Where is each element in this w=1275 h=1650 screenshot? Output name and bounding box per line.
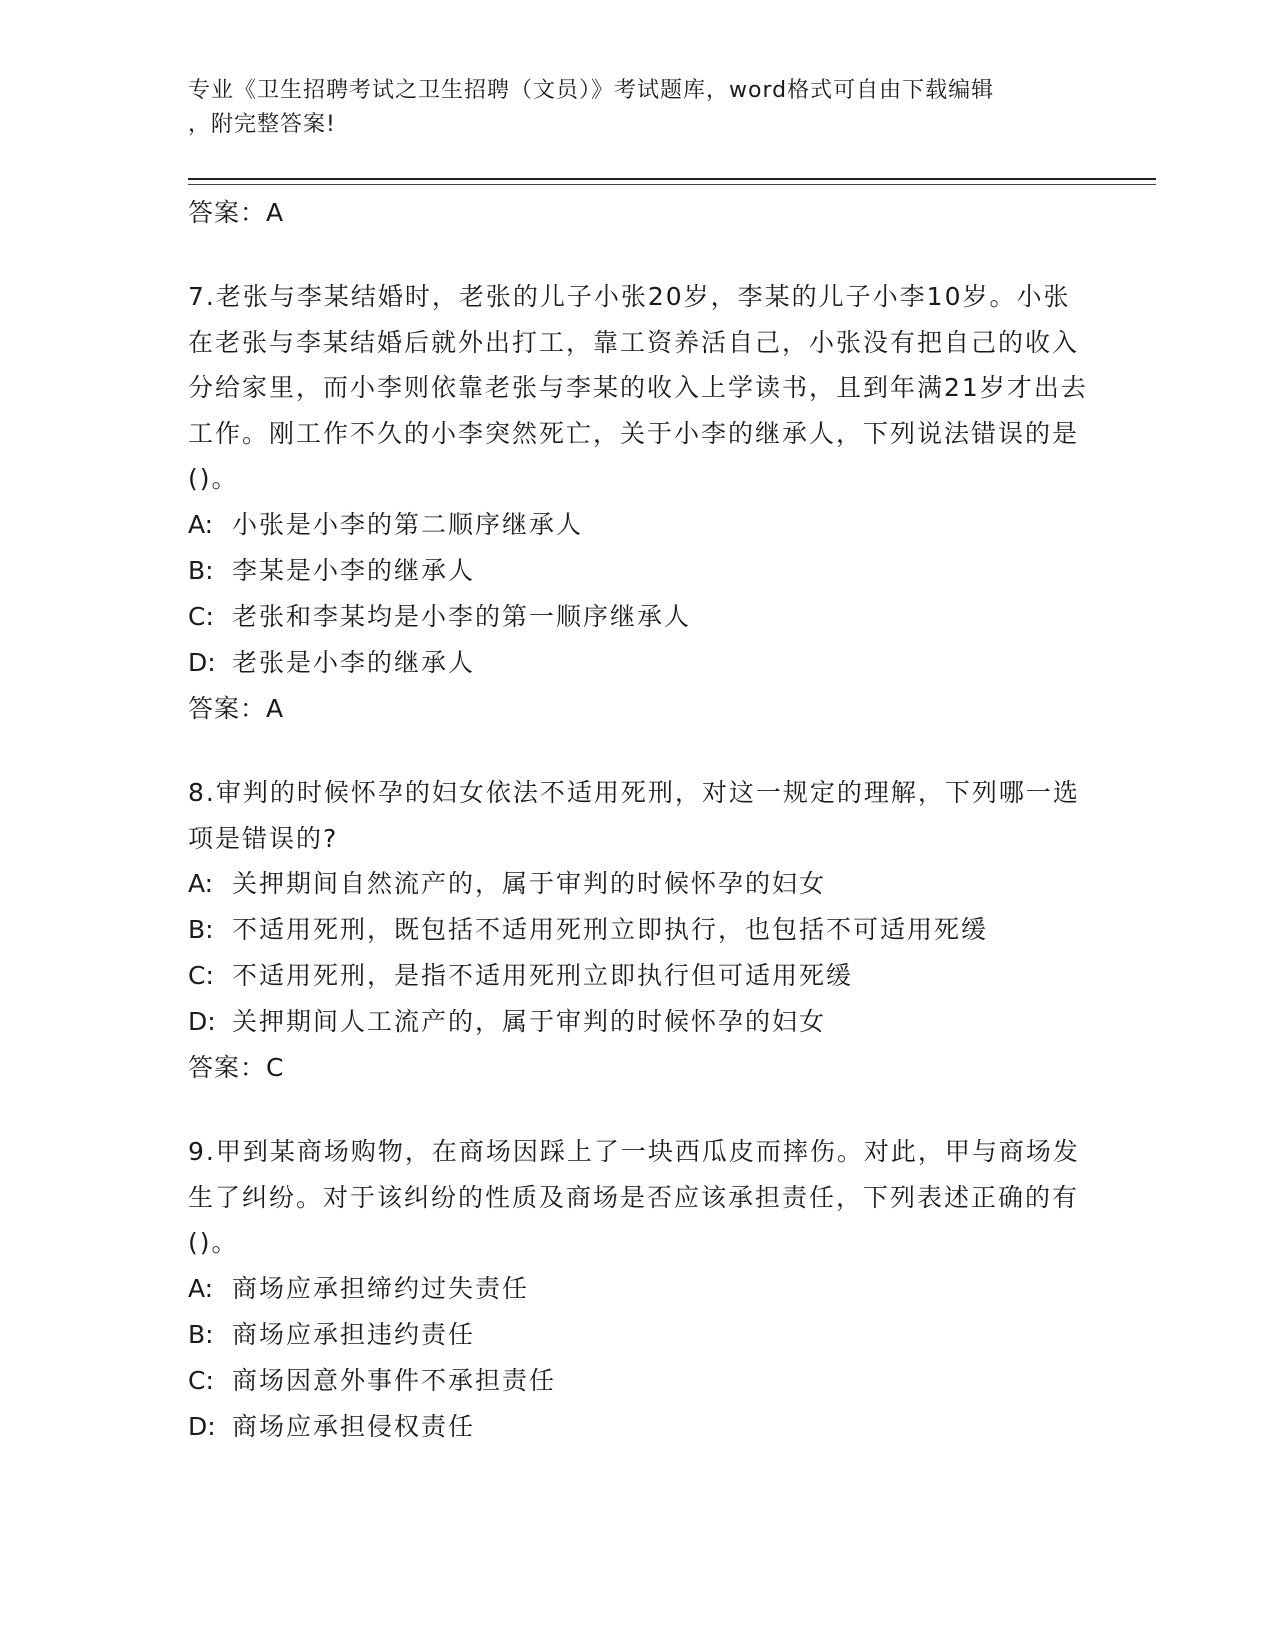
- answer-line: 答案：C: [188, 1053, 285, 1083]
- option-letter: D:: [188, 1411, 216, 1441]
- option-letter: C:: [188, 601, 214, 631]
- option-text: 关押期间人工流产的，属于审判的时候怀孕的妇女: [232, 1007, 827, 1037]
- header-divider-thick: [188, 178, 1156, 180]
- option-letter: D:: [188, 647, 216, 677]
- document-body: [188, 190, 1088, 1450]
- answer-line: 答案：A: [188, 198, 285, 227]
- option-text: 商场应承担缔约过失责任: [232, 1273, 530, 1303]
- header-line-2: ，附完整答案!: [188, 112, 336, 137]
- option-a: [188, 1266, 1088, 1312]
- option-text: 不适用死刑，是指不适用死刑立即执行但可适用死缓: [232, 961, 854, 991]
- option-c: [188, 1358, 1088, 1404]
- option-text: 不适用死刑，既包括不适用死刑立即执行，也包括不可适用死缓: [232, 915, 989, 945]
- option-text: 小张是小李的第二顺序继承人: [232, 509, 584, 539]
- option-letter: A:: [188, 1273, 214, 1303]
- question-stem: 9.甲到某商场购物，在商场因踩上了一块西瓜皮而摔伤。对此，甲与商场发生了纠纷。对于该纠纷的性质及商场是否应该承担责任，下列表述正确的有()。: [188, 1137, 1080, 1258]
- option-c: [188, 594, 1088, 640]
- question-stem: 7.老张与李某结婚时，老张的儿子小张20岁，李某的儿子小李10岁。小张在老张与李某结婚后就外出打工，靠工资养活自己，小张没有把自己的收入分给家里，而小李则依靠老张与李某的收入上学读书，且到年满21岁才出去工作。刚工作不久的小李突然死亡，关于小李的继承人，下列说法错误的是()。: [188, 282, 1088, 494]
- option-a: [188, 861, 1088, 907]
- option-c: [188, 953, 1088, 999]
- option-text: 老张和李某均是小李的第一顺序继承人: [232, 601, 692, 631]
- option-letter: A:: [188, 869, 214, 899]
- option-b: [188, 907, 1088, 953]
- option-d: [188, 999, 1088, 1045]
- option-b: [188, 548, 1088, 594]
- option-text: 商场因意外事件不承担责任: [232, 1365, 557, 1395]
- option-letter: B:: [188, 915, 214, 945]
- option-letter: B:: [188, 1319, 214, 1349]
- answer-line: 答案：A: [188, 693, 285, 723]
- question-block: [188, 770, 1088, 1091]
- question-block: [188, 274, 1088, 732]
- question-block: [188, 1129, 1088, 1450]
- option-letter: A:: [188, 509, 214, 539]
- option-text: 李某是小李的继承人: [232, 555, 476, 585]
- option-letter: C:: [188, 961, 214, 991]
- option-letter: B:: [188, 555, 214, 585]
- option-letter: C:: [188, 1365, 214, 1395]
- question-stem: 8.审判的时候怀孕的妇女依法不适用死刑，对这一规定的理解，下列哪一选项是错误的?: [188, 777, 1080, 853]
- option-d: [188, 640, 1088, 686]
- option-text: 商场应承担违约责任: [232, 1319, 476, 1349]
- option-text: 老张是小李的继承人: [232, 647, 476, 677]
- option-text: 商场应承担侵权责任: [232, 1411, 476, 1441]
- option-d: [188, 1404, 1088, 1450]
- option-text: 关押期间自然流产的，属于审判的时候怀孕的妇女: [232, 869, 827, 899]
- option-a: [188, 502, 1088, 548]
- header-line-1: 专业《卫生招聘考试之卫生招聘（文员）》考试题库，word格式可自由下载编辑: [188, 78, 995, 103]
- option-b: [188, 1312, 1088, 1358]
- option-letter: D:: [188, 1007, 216, 1037]
- document-header: [188, 74, 1088, 142]
- header-divider-thin: [188, 184, 1156, 185]
